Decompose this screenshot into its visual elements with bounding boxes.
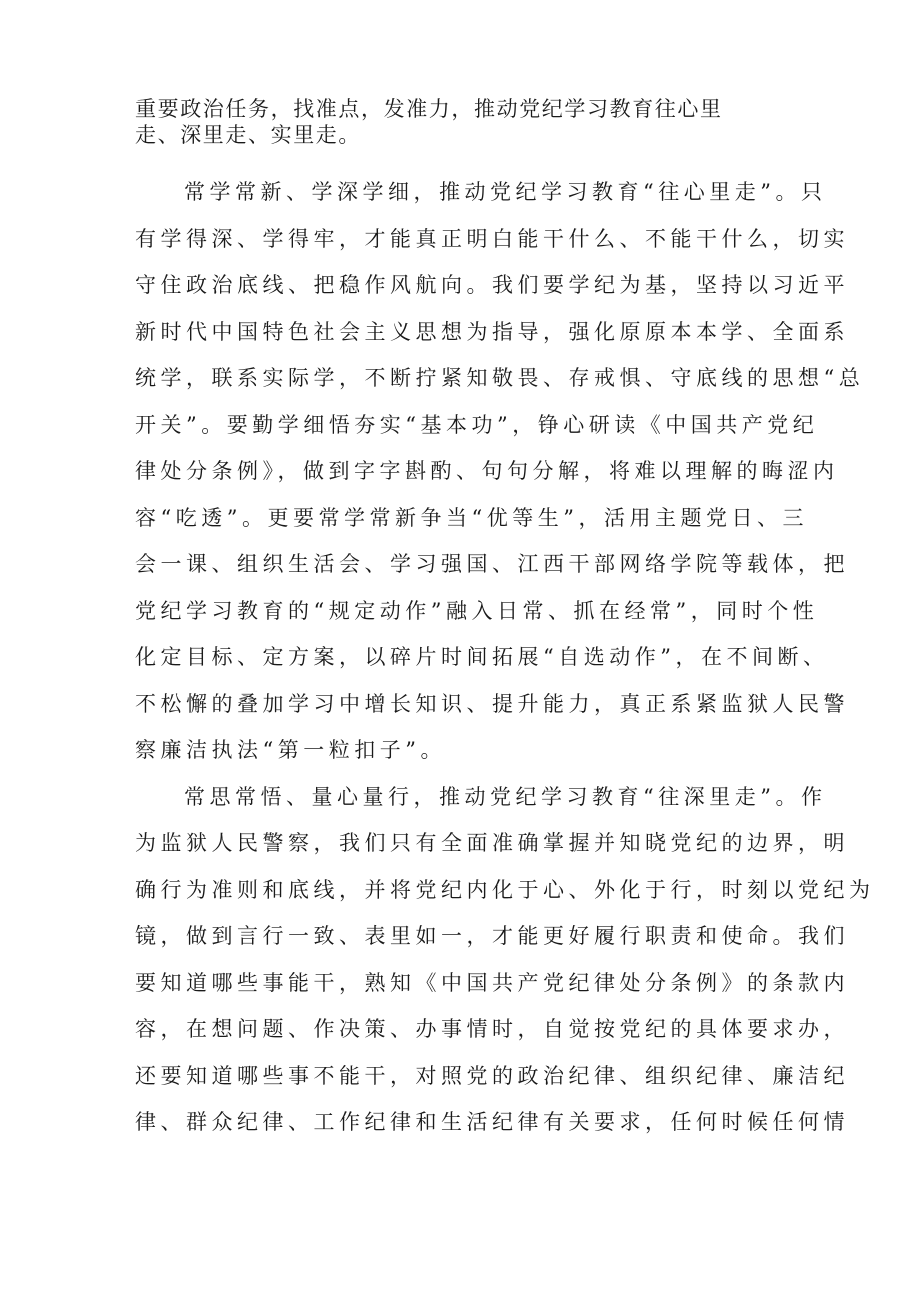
text-line: 为监狱人民警察，我们只有全面准确掌握并知晓党纪的边界，明 bbox=[135, 831, 849, 855]
text-line: 新时代中国特色社会主义思想为指导，强化原原本本学、全面系 bbox=[135, 319, 849, 344]
text-line: 重要政治任务，找准点，发准力，推动党纪学习教育往心里 bbox=[135, 97, 723, 121]
text-line: 走、深里走、实里走。 bbox=[135, 123, 361, 147]
text-line: 守住政治底线、把稳作风航向。我们要学纪为基，坚持以习近平 bbox=[135, 273, 849, 297]
text-line: 察廉洁执法“第一粒扣子”。 bbox=[135, 738, 446, 762]
text-line: 容“吃透”。更要常学常新争当“优等生”，活用主题党日、三 bbox=[135, 505, 808, 530]
text-line: 会一课、组织生活会、学习强国、江西干部网络学院等载体，把 bbox=[135, 552, 849, 576]
text-line: 常学常新、学深学细，推动党纪学习教育“往心里走”。只 bbox=[184, 180, 827, 204]
text-line: 镜，做到言行一致、表里如一，才能更好履行职责和使命。我们 bbox=[135, 924, 849, 948]
text-line: 容，在想问题、作决策、办事情时，自觉按党纪的具体要求办， bbox=[135, 1017, 849, 1041]
text-line: 开关”。要勤学细悟夯实“基本功”，铮心研读《中国共产党纪 bbox=[135, 412, 819, 437]
text-line: 确行为准则和底线，并将党纪内化于心、外化于行，时刻以党纪为 bbox=[135, 877, 875, 902]
text-line: 化定目标、定方案，以碎片时间拓展“自选动作”，在不间断、 bbox=[135, 645, 829, 669]
intro-paragraph bbox=[135, 96, 795, 148]
text-line: 不松懈的叠加学习中增长知识、提升能力，真正系紧监狱人民警 bbox=[135, 691, 849, 716]
text-line: 律处分条例》，做到字字斟酌、句句分解，将难以理解的晦涩内 bbox=[135, 459, 839, 483]
text-line: 党纪学习教育的“规定动作”融入日常、抓在经常”，同时个性 bbox=[135, 598, 819, 623]
text-line: 还要知道哪些事不能干，对照党的政治纪律、组织纪律、廉洁纪 bbox=[135, 1063, 849, 1088]
text-line: 常思常悟、量心量行，推动党纪学习教育“往深里走”。作 bbox=[184, 784, 827, 809]
paragraph-reflect bbox=[135, 774, 875, 1146]
paragraph-study bbox=[135, 169, 865, 774]
text-line: 律、群众纪律、工作纪律和生活纪律有关要求，任何时候任何情 bbox=[135, 1110, 849, 1134]
text-line: 有学得深、学得牢，才能真正明白能干什么、不能干什么，切实 bbox=[135, 226, 849, 251]
text-line: 统学，联系实际学，不断拧紧知敬畏、存戒惧、守底线的思想“总 bbox=[135, 366, 865, 390]
text-line: 要知道哪些事能干，熟知《中国共产党纪律处分条例》的条款内 bbox=[135, 970, 849, 995]
document-body bbox=[135, 96, 875, 1146]
